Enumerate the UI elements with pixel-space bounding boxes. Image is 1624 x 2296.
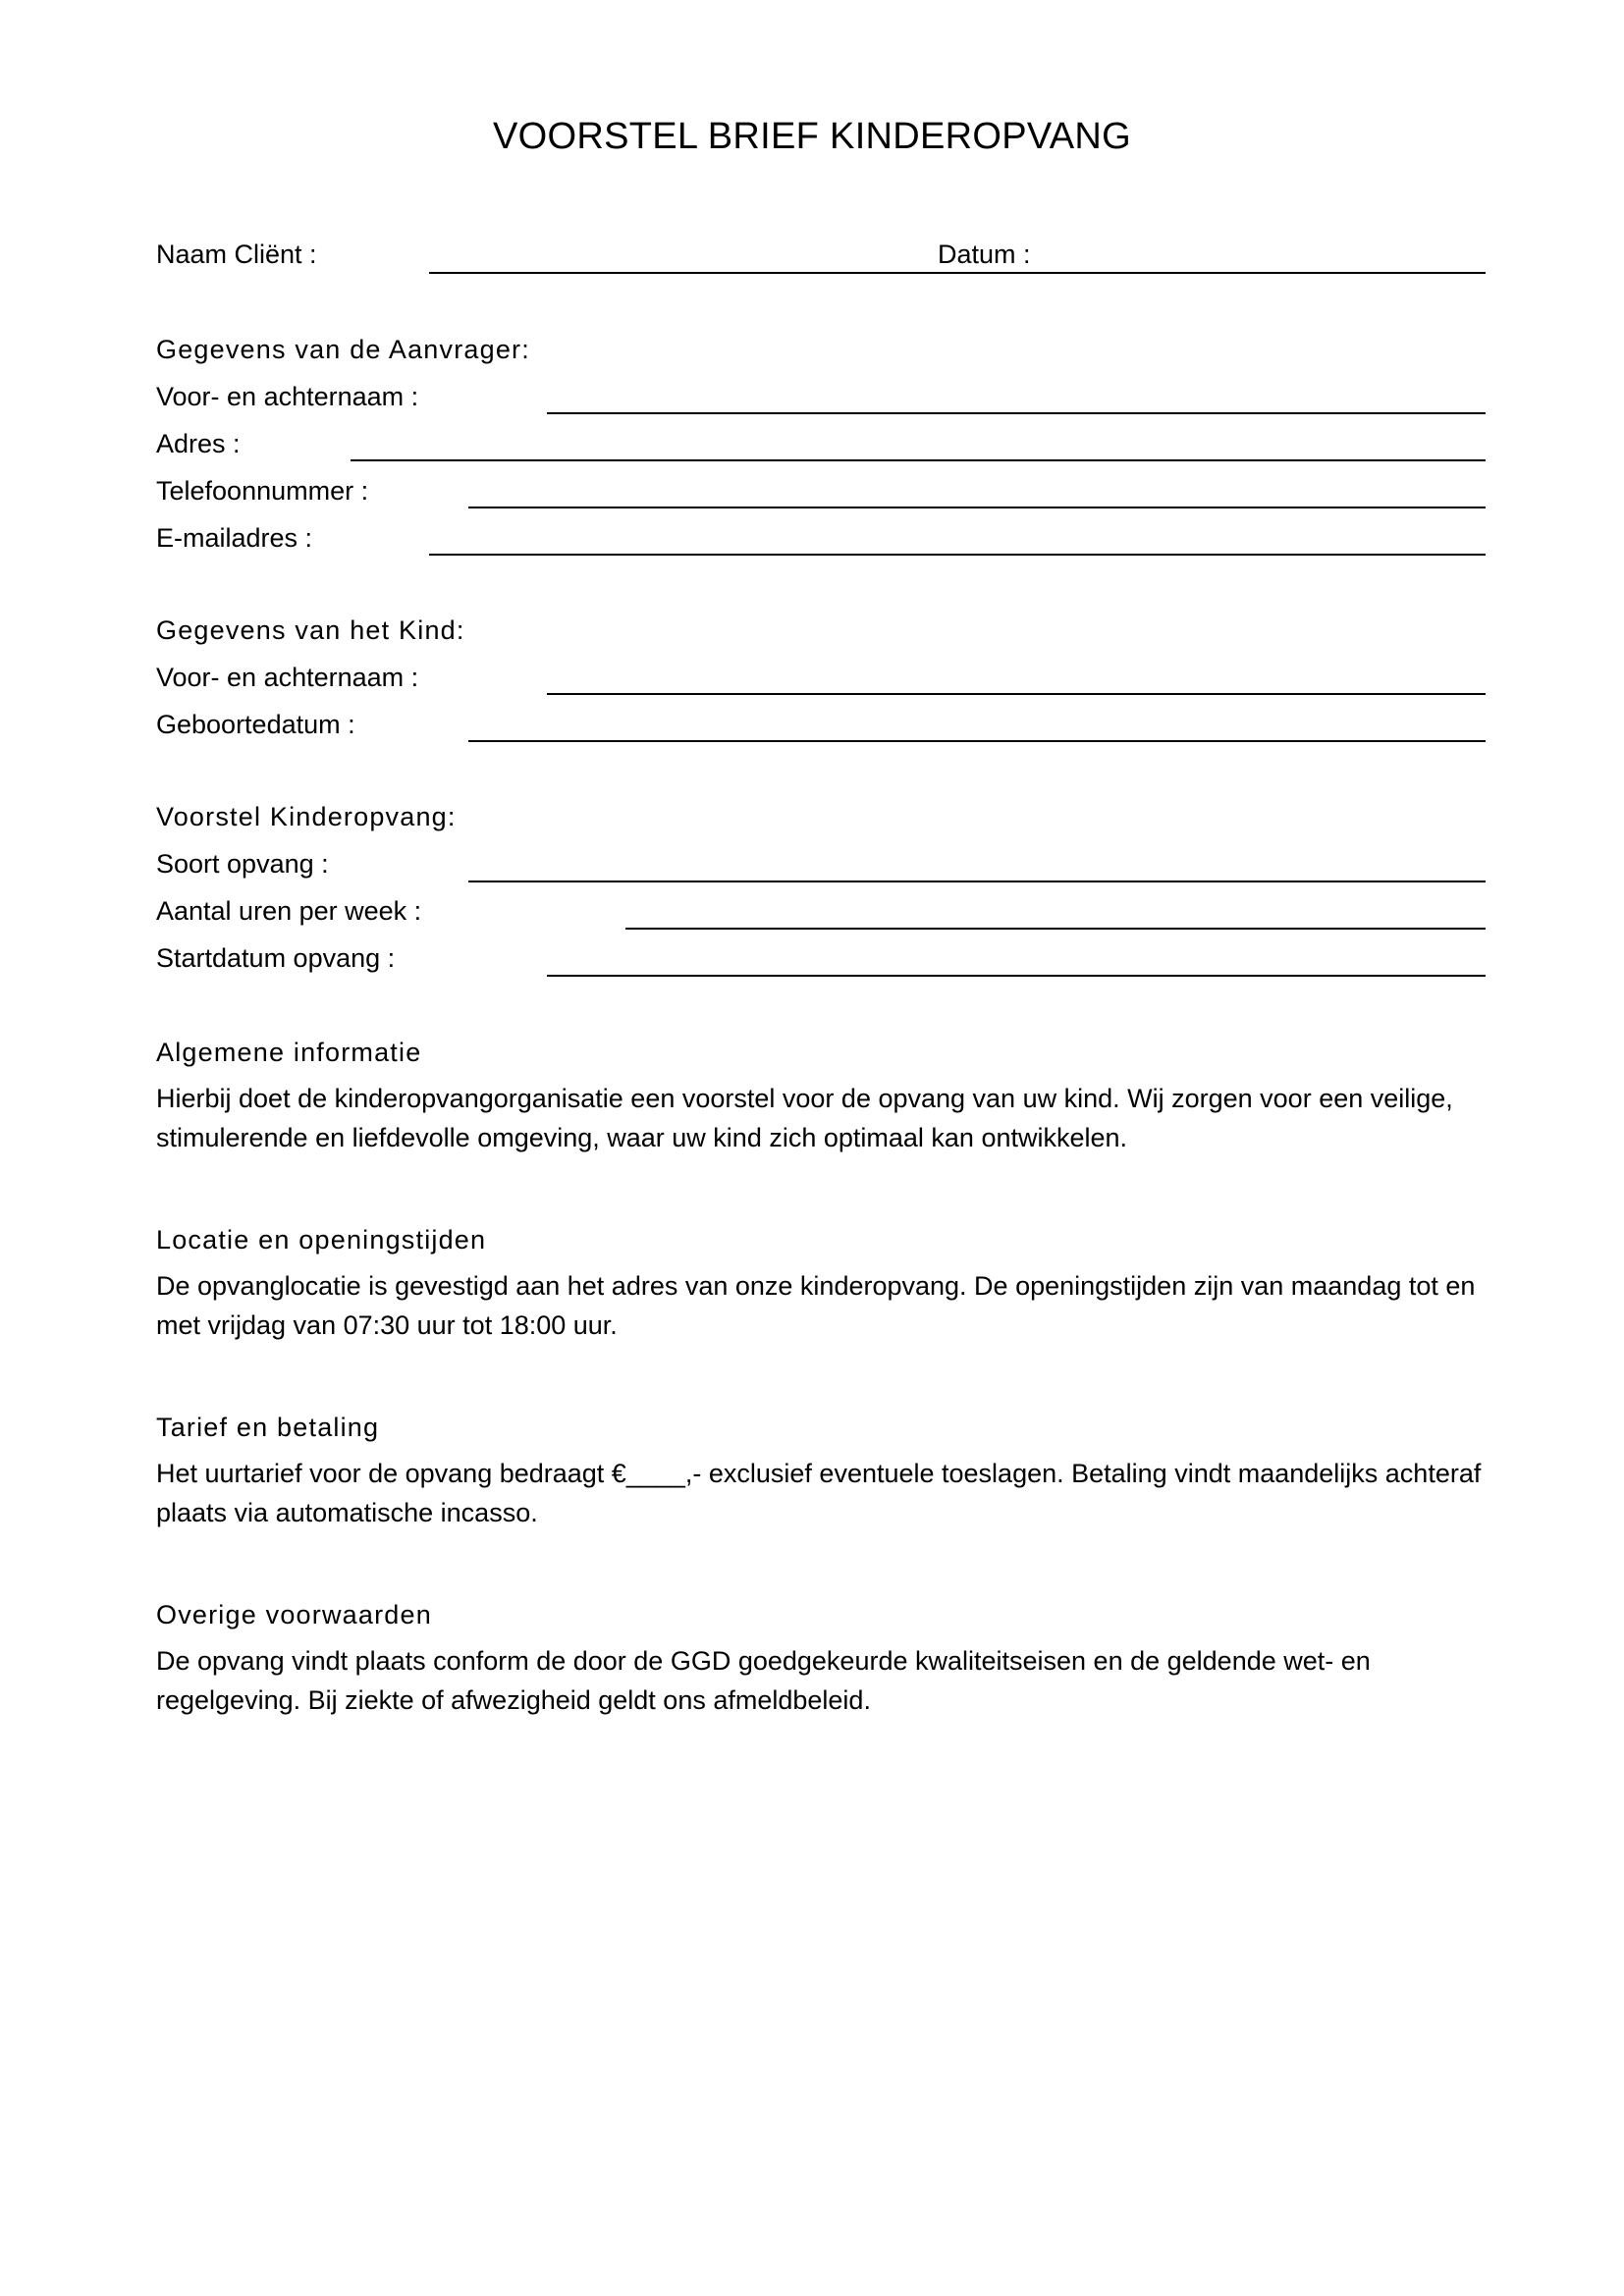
applicant-email-label: E-mailadres : <box>156 523 313 553</box>
client-name-label: Naam Cliënt : <box>156 240 317 269</box>
child-birthdate-field[interactable] <box>468 740 1486 742</box>
date-label: Datum : <box>938 240 1031 269</box>
child-name-label: Voor- en achternaam : <box>156 663 419 692</box>
applicant-phone-field[interactable] <box>468 507 1486 508</box>
start-date-label: Startdatum opvang : <box>156 943 396 973</box>
start-date-field[interactable] <box>547 975 1486 977</box>
client-name-field[interactable] <box>429 272 1486 274</box>
other-conditions-heading: Overige voorwaarden <box>156 1600 432 1629</box>
applicant-name-field[interactable] <box>547 412 1486 414</box>
applicant-address-field[interactable] <box>351 459 1486 461</box>
general-info-text: Hierbij doet de kinderopvangorganisatie een voorstel voor de opvang van uw kind. Wij zorgen voor een veilige, stimulerende en liefdevolle omgeving, waar uw kind zich optimaal kan ontwikkelen. <box>156 1084 1453 1152</box>
applicant-address-label: Adres : <box>156 429 241 458</box>
hours-per-week-field[interactable] <box>625 928 1486 930</box>
document-title: VOORSTEL BRIEF KINDEROPVANG <box>493 116 1131 157</box>
tariff-text: Het uurtarief voor de opvang bedraagt €____,- exclusief eventuele toeslagen. Betaling vindt maandelijks achteraf plaats via automatische incasso. <box>156 1459 1482 1527</box>
child-birthdate-label: Geboortedatum : <box>156 710 355 739</box>
hours-per-week-label: Aantal uren per week : <box>156 896 422 926</box>
child-heading: Gegevens van het Kind: <box>156 615 465 645</box>
applicant-heading: Gegevens van de Aanvrager: <box>156 335 530 364</box>
proposal-heading: Voorstel Kinderopvang: <box>156 802 457 831</box>
child-name-field[interactable] <box>547 693 1486 695</box>
other-conditions-text: De opvang vindt plaats conform de door de GGD goedgekeurde kwaliteitseisen en de geldende wet- en regelgeving. Bij ziekte of afwezigheid geldt ons afmeldbeleid. <box>156 1646 1371 1715</box>
tariff-heading: Tarief en betaling <box>156 1413 380 1442</box>
applicant-email-field[interactable] <box>429 554 1486 556</box>
applicant-name-label: Voor- en achternaam : <box>156 382 419 411</box>
care-type-field[interactable] <box>468 881 1486 882</box>
location-text: De opvanglocatie is gevestigd aan het adres van onze kinderopvang. De openingstijden zijn van maandag tot en met vrijdag van 07:30 uur tot 18:00 uur. <box>156 1271 1476 1340</box>
applicant-phone-label: Telefoonnummer : <box>156 476 369 506</box>
location-heading: Locatie en openingstijden <box>156 1225 487 1255</box>
care-type-label: Soort opvang : <box>156 849 329 879</box>
general-info-heading: Algemene informatie <box>156 1038 422 1067</box>
